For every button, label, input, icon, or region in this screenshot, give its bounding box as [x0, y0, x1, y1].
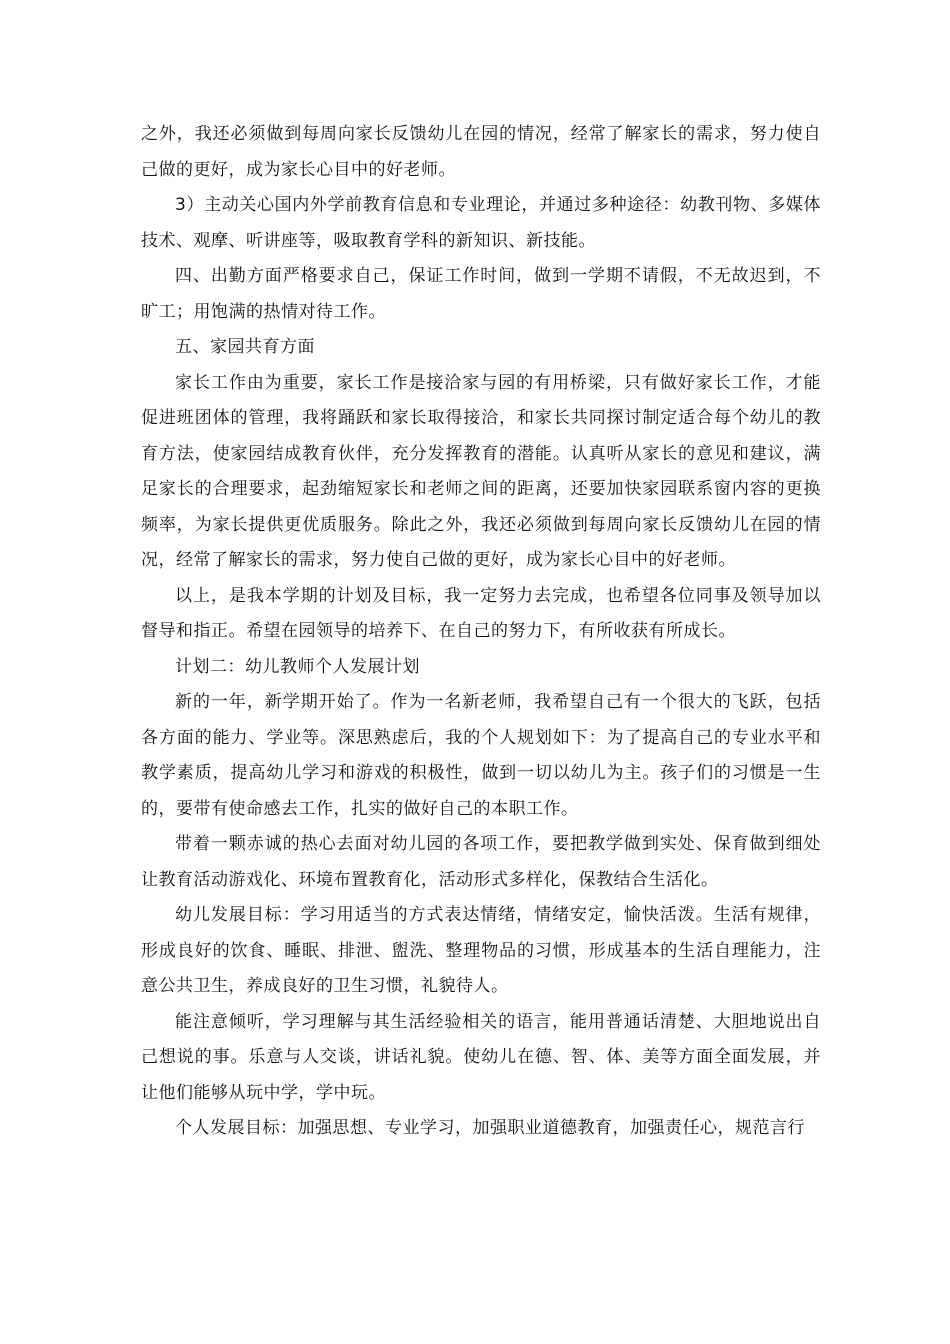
paragraph-parent-work: 家长工作由为重要，家长工作是接洽家与园的有用桥梁，只有做好家长工作，才能促进班团体的管理，我将踊跃和家长取得接洽，和家长共同探讨制定适合每个幼儿的教育方法，使家园结成教育伙伴，充分发挥教育的潜能。认真听从家长的意见和建议，满足家长的合理要求，起劲缩短家长和老师之间的距离，还要加快家园联系窗内容的更换频率，为家长提供更优质服务。除此之外，我还必须做到每周向家长反馈幼儿在园的情况，经常了解家长的需求，努力使自己做的更好，成为家长心目中的好老师。 [141, 372, 821, 570]
section-heading-home-school: 五、家园共育方面 [175, 337, 315, 357]
document-body [141, 117, 821, 1147]
paragraph-dedication: 带着一颗赤诚的热心去面对幼儿园的各项工作，要把教学做到实处、保育做到细处让教育活动游戏化、环境布置教育化，活动形式多样化，保教结合生活化。 [141, 834, 821, 890]
paragraph-item-3: 3）主动关心国内外学前教育信息和专业理论，并通过多种途径：幼教刊物、多媒体技术、观摩、听讲座等，吸取教育学科的新知识、新技能。 [141, 195, 821, 251]
section-heading-plan-two: 计划二：幼儿教师个人发展计划 [175, 656, 420, 677]
paragraph-personal-goals: 个人发展目标：加强思想、专业学习，加强职业道德教育，加强责任心，规范言行 [175, 1118, 805, 1138]
paragraph-continuation: 之外，我还必须做到每周向家长反馈幼儿在园的情况，经常了解家长的需求，努力使自己做的更好，成为家长心目中的好老师。 [141, 124, 821, 180]
paragraph-conclusion: 以上，是我本学期的计划及目标，我一定努力去完成，也希望各位同事及领导加以督导和指正。希望在园领导的培养下、在自己的努力下，有所收获有所成长。 [141, 585, 821, 641]
paragraph-child-goals: 幼儿发展目标：学习用适当的方式表达情绪，情绪安定，愉快活泼。生活有规律，形成良好的饮食、睡眠、排泄、盥洗、整理物品的习惯，形成基本的生活自理能力，注意公共卫生，养成良好的卫生习惯，礼貌待人。 [141, 905, 821, 996]
paragraph-attendance: 四、出勤方面严格要求自己，保证工作时间，做到一学期不请假，不无故迟到，不旷工；用饱满的热情对待工作。 [141, 266, 821, 322]
paragraph-new-year: 新的一年，新学期开始了。作为一名新老师，我希望自己有一个很大的飞跃，包括各方面的能力、学业等。深思熟虑后，我的个人规划如下：为了提高自己的专业水平和教学素质，提高幼儿学习和游戏的积极性，做到一切以幼儿为主。孩子们的习惯是一生的，要带有使命感去工作，扎实的做好自己的本职工作。 [141, 692, 821, 819]
paragraph-listening: 能注意倾听，学习理解与其生活经验相关的语言，能用普通话清楚、大胆地说出自己想说的事。乐意与人交谈，讲话礼貌。使幼儿在德、智、体、美等方面全面发展，并让他们能够从玩中学，学中玩。 [141, 1011, 821, 1103]
